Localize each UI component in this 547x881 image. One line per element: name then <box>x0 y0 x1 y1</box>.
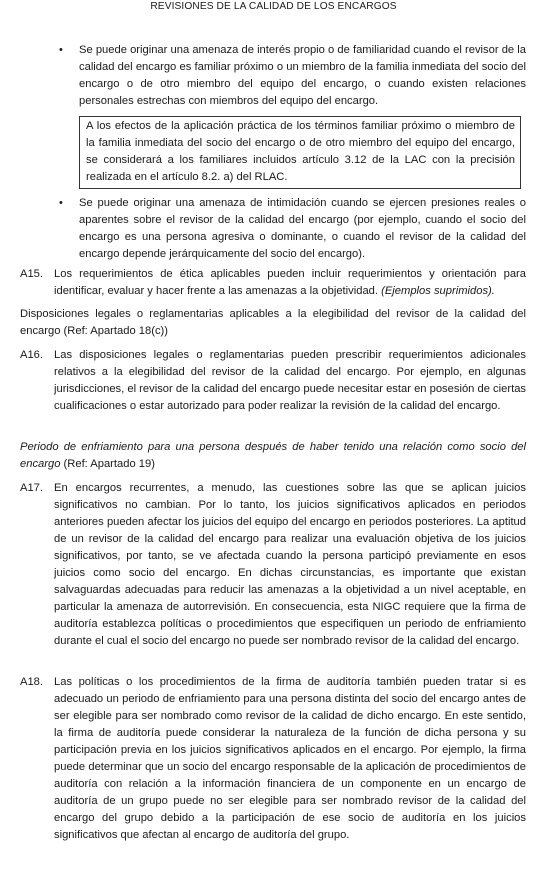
running-header: REVISIONES DE LA CALIDAD DE LOS ENCARGOS <box>150 1 397 12</box>
paragraph-number: A16. <box>20 349 44 361</box>
paragraph-a17: En encargos recurrentes, a menudo, las cuestiones sobre las que se aplican juicios significativos no cambian. Por lo tanto, los juicios significativos aplicados en periodos anteriores pueden afectar los juicios del equipo del encargo en periodos posteriores. La aptitud de un revisor de la calidad del encargo para realizar una evaluación objetiva de los juicios significativos, por tanto, se ve afectada cuando la persona participó previamente en esos juicios como socio del encargo. En dichas circunstancias, es importante que existan salvaguardas adecuadas para reducir las amenazas a la objetividad a un nivel aceptable, en particular la amenaza de autorrevisión. En consecuencia, esta NIGC requiere que la firma de auditoría establezca políticas o procedimientos que especifiquen un periodo de enfriamiento durante el cual el socio del encargo no puede ser nombrado revisor de la calidad del encargo. <box>54 482 526 647</box>
paragraph-a15 <box>54 266 526 300</box>
boxed-note: A los efectos de la aplicación práctica de los términos familiar próximo o miembro de la familia inmediata del socio del encargo o de otro miembro del equipo del encargo, se considerará a los familiares incluidos artículo 3.12 de la LAC con la precisión realizada en el artículo 8.2. a) del RLAC. <box>79 116 521 189</box>
bullet-paragraph: Se puede originar una amenaza de intimidación cuando se ejercen presiones reales o aparentes sobre el revisor de la calidad del encargo (por ejemplo, cuando el socio del encargo es una persona agresiva o dominante, o cuando el revisor de la calidad del encargo depende jerárquicamente del socio del encargo). <box>79 197 526 260</box>
bullet-marker: • <box>59 44 63 56</box>
paragraph-italic-note: (Ejemplos suprimidos). <box>381 285 495 297</box>
section-heading: Disposiciones legales o reglamentarias aplicables a la elegibilidad del revisor de la calidad del encargo (Ref: Apartado 18(c)) <box>20 308 526 337</box>
paragraph-number: A18. <box>20 676 44 688</box>
paragraph-number: A15. <box>20 268 44 280</box>
bullet-marker: • <box>59 197 63 209</box>
heading-italic: Periodo de enfriamiento para una persona después de haber tenido una relación como socio del encargo <box>20 441 526 470</box>
paragraph-text: Los requerimientos de ética aplicables pueden incluir requerimientos y orientación para identificar, evaluar y hacer frente a las amenazas a la objetividad. <box>54 268 526 297</box>
section-heading <box>20 439 526 473</box>
heading-reference: (Ref: Apartado 19) <box>63 458 155 470</box>
paragraph-a18: Las políticas o los procedimientos de la firma de auditoría también pueden tratar si es adecuado un periodo de enfriamiento para una persona distinta del socio del encargo antes de ser elegible para ser nombrado como revisor de la calidad de dicho encargo. En este sentido, la firma de auditoría puede considerar la naturaleza de la función de dicha persona y su participación previa en los juicios significativos aplicados en el encargo. Por ejemplo, la firma puede determinar que un socio del encargo responsable de la aplicación de procedimientos de auditoría con relación a la información financiera de un componente en un encargo de auditoría de un grupo puede no ser elegible para ser nombrado revisor de la calidad del encargo del grupo debido a la participación de ese socio de auditoría en los juicios significativos que afectan al encargo de auditoría del grupo. <box>54 676 526 841</box>
bullet-paragraph: Se puede originar una amenaza de interés propio o de familiaridad cuando el revisor de la calidad del encargo es familiar próximo o un miembro de la familia inmediata del socio del encargo o de otro miembro del equipo del encargo, o cuando existen relaciones personales estrechas con miembros del equipo del encargo. <box>79 44 526 107</box>
paragraph-a16: Las disposiciones legales o reglamentarias pueden prescribir requerimientos adicionales relativos a la elegibilidad del revisor de la calidad del encargo. Por ejemplo, en algunas jurisdicciones, el revisor de la calidad del encargo puede necesitar estar en posesión de ciertas cualificaciones o estar autorizado para poder realizar la revisión de la calidad del encargo. <box>54 349 527 412</box>
paragraph-number: A17. <box>20 482 44 494</box>
